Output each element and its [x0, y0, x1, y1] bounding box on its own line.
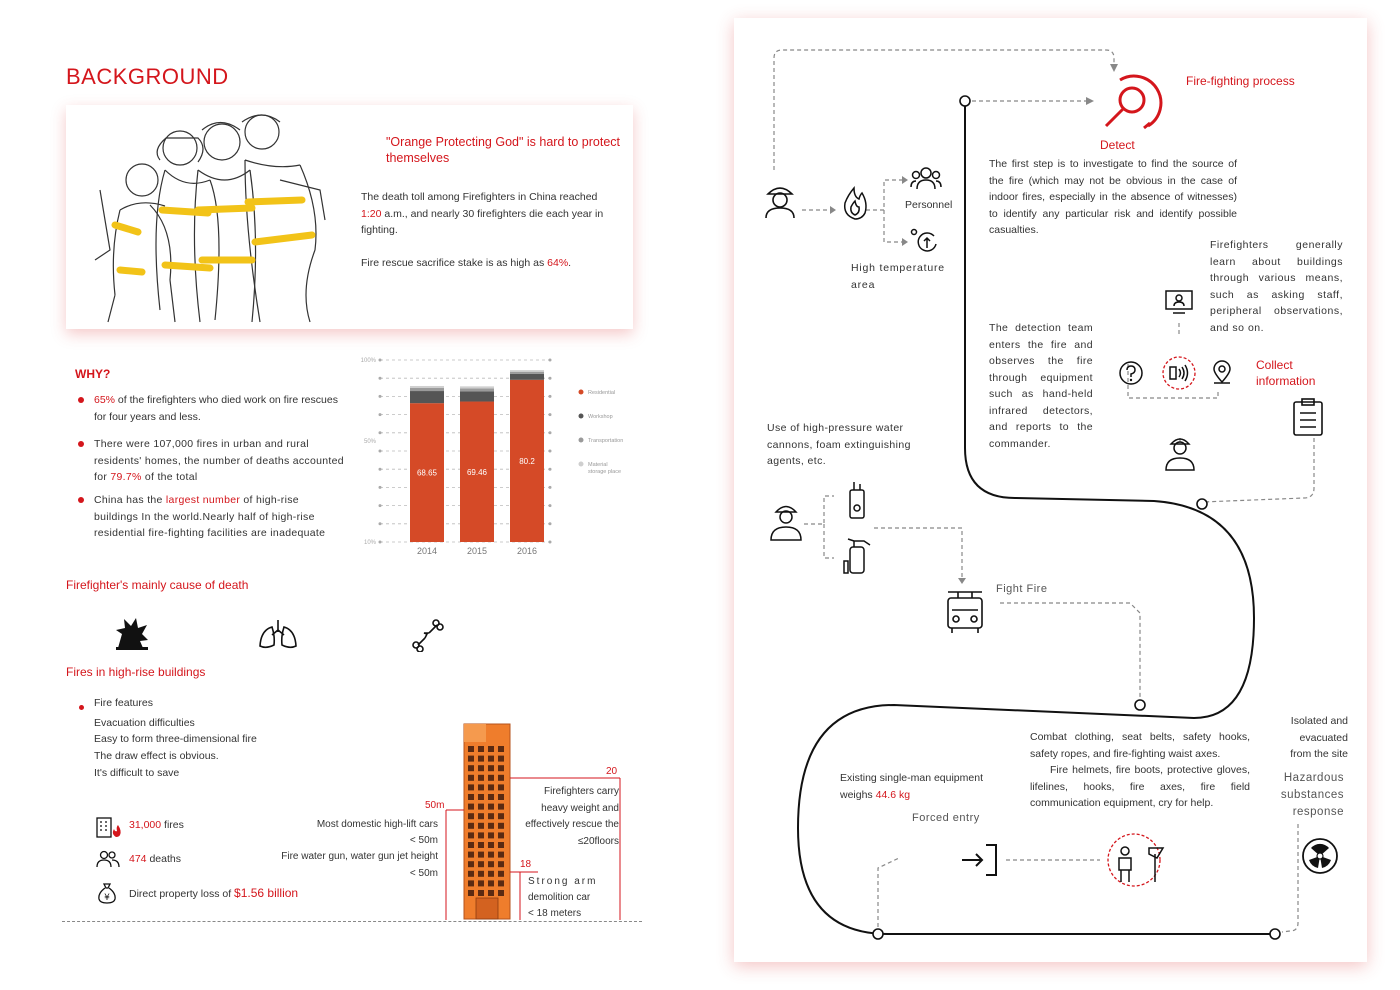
building-window [488, 852, 494, 858]
gridline-dot [549, 413, 552, 416]
cause-heading: Firefighter's mainly cause of death [66, 578, 249, 592]
stat-fires: 31,000 fires [129, 819, 184, 831]
building-window [498, 832, 504, 838]
building-window [468, 871, 474, 877]
gridline-dot [549, 486, 552, 489]
building-window [488, 794, 494, 800]
building-window [498, 804, 504, 810]
arm-limit: < 18 meters [528, 908, 582, 919]
building-window [468, 852, 474, 858]
explosion-icon [114, 616, 150, 650]
hazard-label: Hazardous substances response [1280, 772, 1344, 818]
y-tick-label: 10% [363, 540, 376, 546]
building-window [488, 746, 494, 752]
gun-text: Fire water gun, water gun jet height [281, 851, 438, 862]
building-window [468, 775, 474, 781]
bar-segment-transportation [410, 388, 444, 391]
gridline-dot [379, 450, 382, 453]
building-window [488, 823, 494, 829]
highrise-heading: Fires in high-rise buildings [66, 665, 206, 679]
monitor-icon [1163, 289, 1195, 315]
building-window [488, 871, 494, 877]
clipboard-icon [1290, 397, 1326, 437]
building-window [478, 756, 484, 762]
building-window [468, 746, 474, 752]
bar-segment-transportation [460, 388, 494, 391]
gridline-dot [379, 541, 382, 544]
lift-height-label: 50m [425, 800, 445, 811]
collect-label: Collect information [1256, 358, 1316, 388]
high-temp-label: High temperature area [851, 262, 945, 291]
card-paragraph-2: Fire rescue sacrifice stake is as high as 64%. [361, 257, 572, 269]
learn-text: Firefighters generally learn about buildings through various means, such as asking staff, peripheral observations, and so on. [1210, 239, 1343, 334]
building-window [468, 890, 474, 896]
location-icon [1211, 360, 1233, 386]
feature-item-2: Easy to form three-dimensional fire [94, 733, 257, 745]
feature-item-3: The draw effect is obvious. [94, 750, 219, 762]
building-window [488, 880, 494, 886]
bar-segment-material-storage-place [460, 386, 494, 388]
legend-label: Workshop [588, 414, 613, 420]
bar-value-label: 69.46 [466, 467, 488, 477]
gridline-dot [549, 395, 552, 398]
signal-icon [1167, 362, 1191, 384]
y-tick-label: 100% [360, 358, 376, 364]
building-window [498, 871, 504, 877]
features-bullet-icon [79, 699, 84, 716]
lift-limit: < 50m [409, 835, 438, 846]
building-window [468, 880, 474, 886]
lift-text: Most domestic high-lift cars [316, 819, 438, 830]
broken-bone-icon [410, 618, 444, 652]
fighter-worker-icon [769, 500, 803, 542]
legend-swatch [579, 414, 584, 419]
bar-value-label: 80.2 [519, 456, 535, 466]
building-window [468, 832, 474, 838]
team-text: The detection team enters the fire and observes the fire through equipment such as hand-held infrared detectors, and reports to the commander. [989, 322, 1093, 450]
building-window [488, 756, 494, 762]
card-paragraph-1: The death toll among Firefighters in China reached 1:20 a.m., and nearly 30 firefighters die each year in fighting. [361, 191, 604, 236]
card-headline: "Orange Protecting God" is hard to protect themselves [386, 135, 620, 165]
gridline-dot [549, 377, 552, 380]
building-window [468, 804, 474, 810]
building-window [488, 832, 494, 838]
building-window [478, 775, 484, 781]
ground-line [62, 921, 642, 922]
building-window [488, 861, 494, 867]
building-window [498, 890, 504, 896]
personnel-label: Personnel [905, 199, 953, 211]
building-window [488, 890, 494, 896]
personnel-icon [910, 165, 942, 191]
gridline-dot [379, 377, 382, 380]
money-bag-icon [97, 882, 117, 904]
gridline-dot [379, 504, 382, 507]
gear-axe-icon [1111, 844, 1169, 884]
why-bullet-1: 65% of the firefighters who died work on fire rescues for four years and less. [94, 392, 344, 425]
bar-value-label: 68.65 [416, 468, 438, 478]
gridline-dot [379, 431, 382, 434]
building-window [488, 813, 494, 819]
legend-swatch [579, 462, 584, 467]
feature-item-1: Evacuation difficulties [94, 717, 195, 729]
fire-truck-icon [942, 590, 988, 634]
firefighter-icon [760, 180, 800, 220]
x-tick-label: 2014 [416, 546, 438, 556]
building-window [478, 746, 484, 752]
process-title: Fire-fighting process [1186, 74, 1295, 88]
extinguisher-icon [842, 535, 874, 575]
people-icon [96, 850, 120, 868]
building-window [468, 842, 474, 848]
building-window [478, 813, 484, 819]
legend-label: Residential [588, 390, 616, 396]
temperature-icon [910, 226, 940, 254]
gridline-dot [549, 450, 552, 453]
building-window [498, 813, 504, 819]
building-window [468, 823, 474, 829]
building-window [478, 832, 484, 838]
building-window [498, 880, 504, 886]
bar-segment-transportation [510, 372, 544, 374]
building-window [478, 784, 484, 790]
legend-label: Transportation [588, 438, 624, 444]
features-title: Fire features [94, 697, 153, 709]
bar-segment-material-storage-place [510, 370, 544, 372]
why-bullet-3: China has the largest number of high-rise buildings In the world.Nearly half of high-rise residential fire-fighting facilities are inadequate [94, 492, 344, 542]
building-fire-icon [95, 815, 123, 839]
fight-text: Use of high-pressure water cannons, foam extinguishing agents, etc. [767, 422, 911, 467]
gridline-dot [379, 395, 382, 398]
building-window [498, 861, 504, 867]
bullet-icon [78, 441, 84, 447]
deaths-bar-chart [350, 352, 640, 562]
building-window [478, 852, 484, 858]
arm-text: demolition car [528, 892, 591, 903]
legend-swatch [579, 390, 584, 395]
detector-worker-icon [1163, 432, 1197, 472]
carry-floor-label: 20 [606, 766, 618, 777]
x-tick-label: 2016 [516, 546, 538, 556]
hazard-text: Isolated and evacuated from the site [1290, 715, 1348, 760]
arm-title: Strong arm [528, 876, 598, 887]
equipment-list-1: Combat clothing, seat belts, safety hooks, safety ropes, and fire-fighting waist axes. [1030, 731, 1250, 760]
building-window [488, 775, 494, 781]
building-window [468, 861, 474, 867]
gridline-dot [549, 522, 552, 525]
x-tick-label: 2015 [466, 546, 488, 556]
firefighters-illustration [80, 110, 350, 328]
stat-deaths: 474 deaths [129, 853, 181, 865]
gridline-dot [549, 359, 552, 362]
bullet-icon [78, 497, 84, 503]
building-window [498, 746, 504, 752]
detect-label: Detect [1100, 138, 1135, 152]
legend-label: Material [588, 462, 608, 468]
building-window [498, 756, 504, 762]
building-window [478, 804, 484, 810]
y-tick-label: 50% [363, 438, 376, 445]
bar-segment-workshop [510, 374, 544, 380]
forced-entry-label: Forced entry [912, 812, 980, 824]
fight-label: Fight Fire [996, 583, 1048, 595]
radiation-icon [1300, 836, 1340, 876]
gun-limit: < 50m [409, 868, 438, 879]
carry-text: Firefighters carry heavy weight and effectively rescue the ≤20floors [525, 786, 619, 847]
gridline-dot [549, 468, 552, 471]
gridline-dot [379, 413, 382, 416]
building-window [478, 794, 484, 800]
gridline-dot [379, 522, 382, 525]
building-window [498, 775, 504, 781]
building-window [488, 784, 494, 790]
why-bullet-2: There were 107,000 fires in urban and rural residents' homes, the number of deaths accounted for 79.7% of the total [94, 436, 344, 486]
building-window [478, 842, 484, 848]
building-window [468, 756, 474, 762]
gridline-dot [549, 541, 552, 544]
building-window [498, 842, 504, 848]
bar-segment-workshop [410, 391, 444, 403]
gridline-dot [549, 431, 552, 434]
stat-loss: Direct property loss of $1.56 billion [129, 886, 299, 900]
building-window [468, 765, 474, 771]
building-window [468, 784, 474, 790]
building-window [478, 880, 484, 886]
gridline-dot [379, 468, 382, 471]
gridline-dot [549, 504, 552, 507]
water-cannon-icon [842, 480, 872, 520]
bar-segment-workshop [460, 391, 494, 401]
lungs-icon [258, 618, 298, 650]
building-window [478, 823, 484, 829]
gridline-dot [379, 359, 382, 362]
building-window [498, 765, 504, 771]
gridline-dot [379, 486, 382, 489]
building-window [488, 804, 494, 810]
building-window [468, 794, 474, 800]
bullet-icon [78, 397, 84, 403]
building-window [498, 823, 504, 829]
building-window [468, 813, 474, 819]
building-window [498, 852, 504, 858]
entry-icon [960, 842, 1000, 878]
building-window [488, 842, 494, 848]
building-window [478, 871, 484, 877]
building-window [488, 765, 494, 771]
building-window [498, 784, 504, 790]
building-window [498, 794, 504, 800]
detect-text: The first step is to investigate to find the source of the fire (which may not be obvious in the case of indoor fires, especially in the absence of witnesses) to identify any particular risk and identify possible casualties. [989, 158, 1237, 236]
fire-icon [840, 185, 870, 221]
legend-label-continued: storage place [588, 469, 622, 475]
bar-segment-material-storage-place [410, 386, 444, 388]
equipment-weight-text: Existing single-man equipment weighs 44.6 kg [840, 772, 983, 801]
feature-item-4: It's difficult to save [94, 767, 180, 779]
arm-height-label: 18 [520, 859, 532, 870]
building-window [478, 861, 484, 867]
svg-text:¥: ¥ [104, 893, 110, 903]
page-title: BACKGROUND [66, 64, 229, 89]
building-window [478, 890, 484, 896]
equipment-list-2: Fire helmets, fire boots, protective gloves, lifelines, hooks, fire axes, fire field communication equipment, cry for help. [1030, 764, 1250, 809]
legend-swatch [579, 438, 584, 443]
question-icon [1118, 360, 1144, 386]
building-window [478, 765, 484, 771]
why-heading: WHY? [75, 367, 111, 381]
